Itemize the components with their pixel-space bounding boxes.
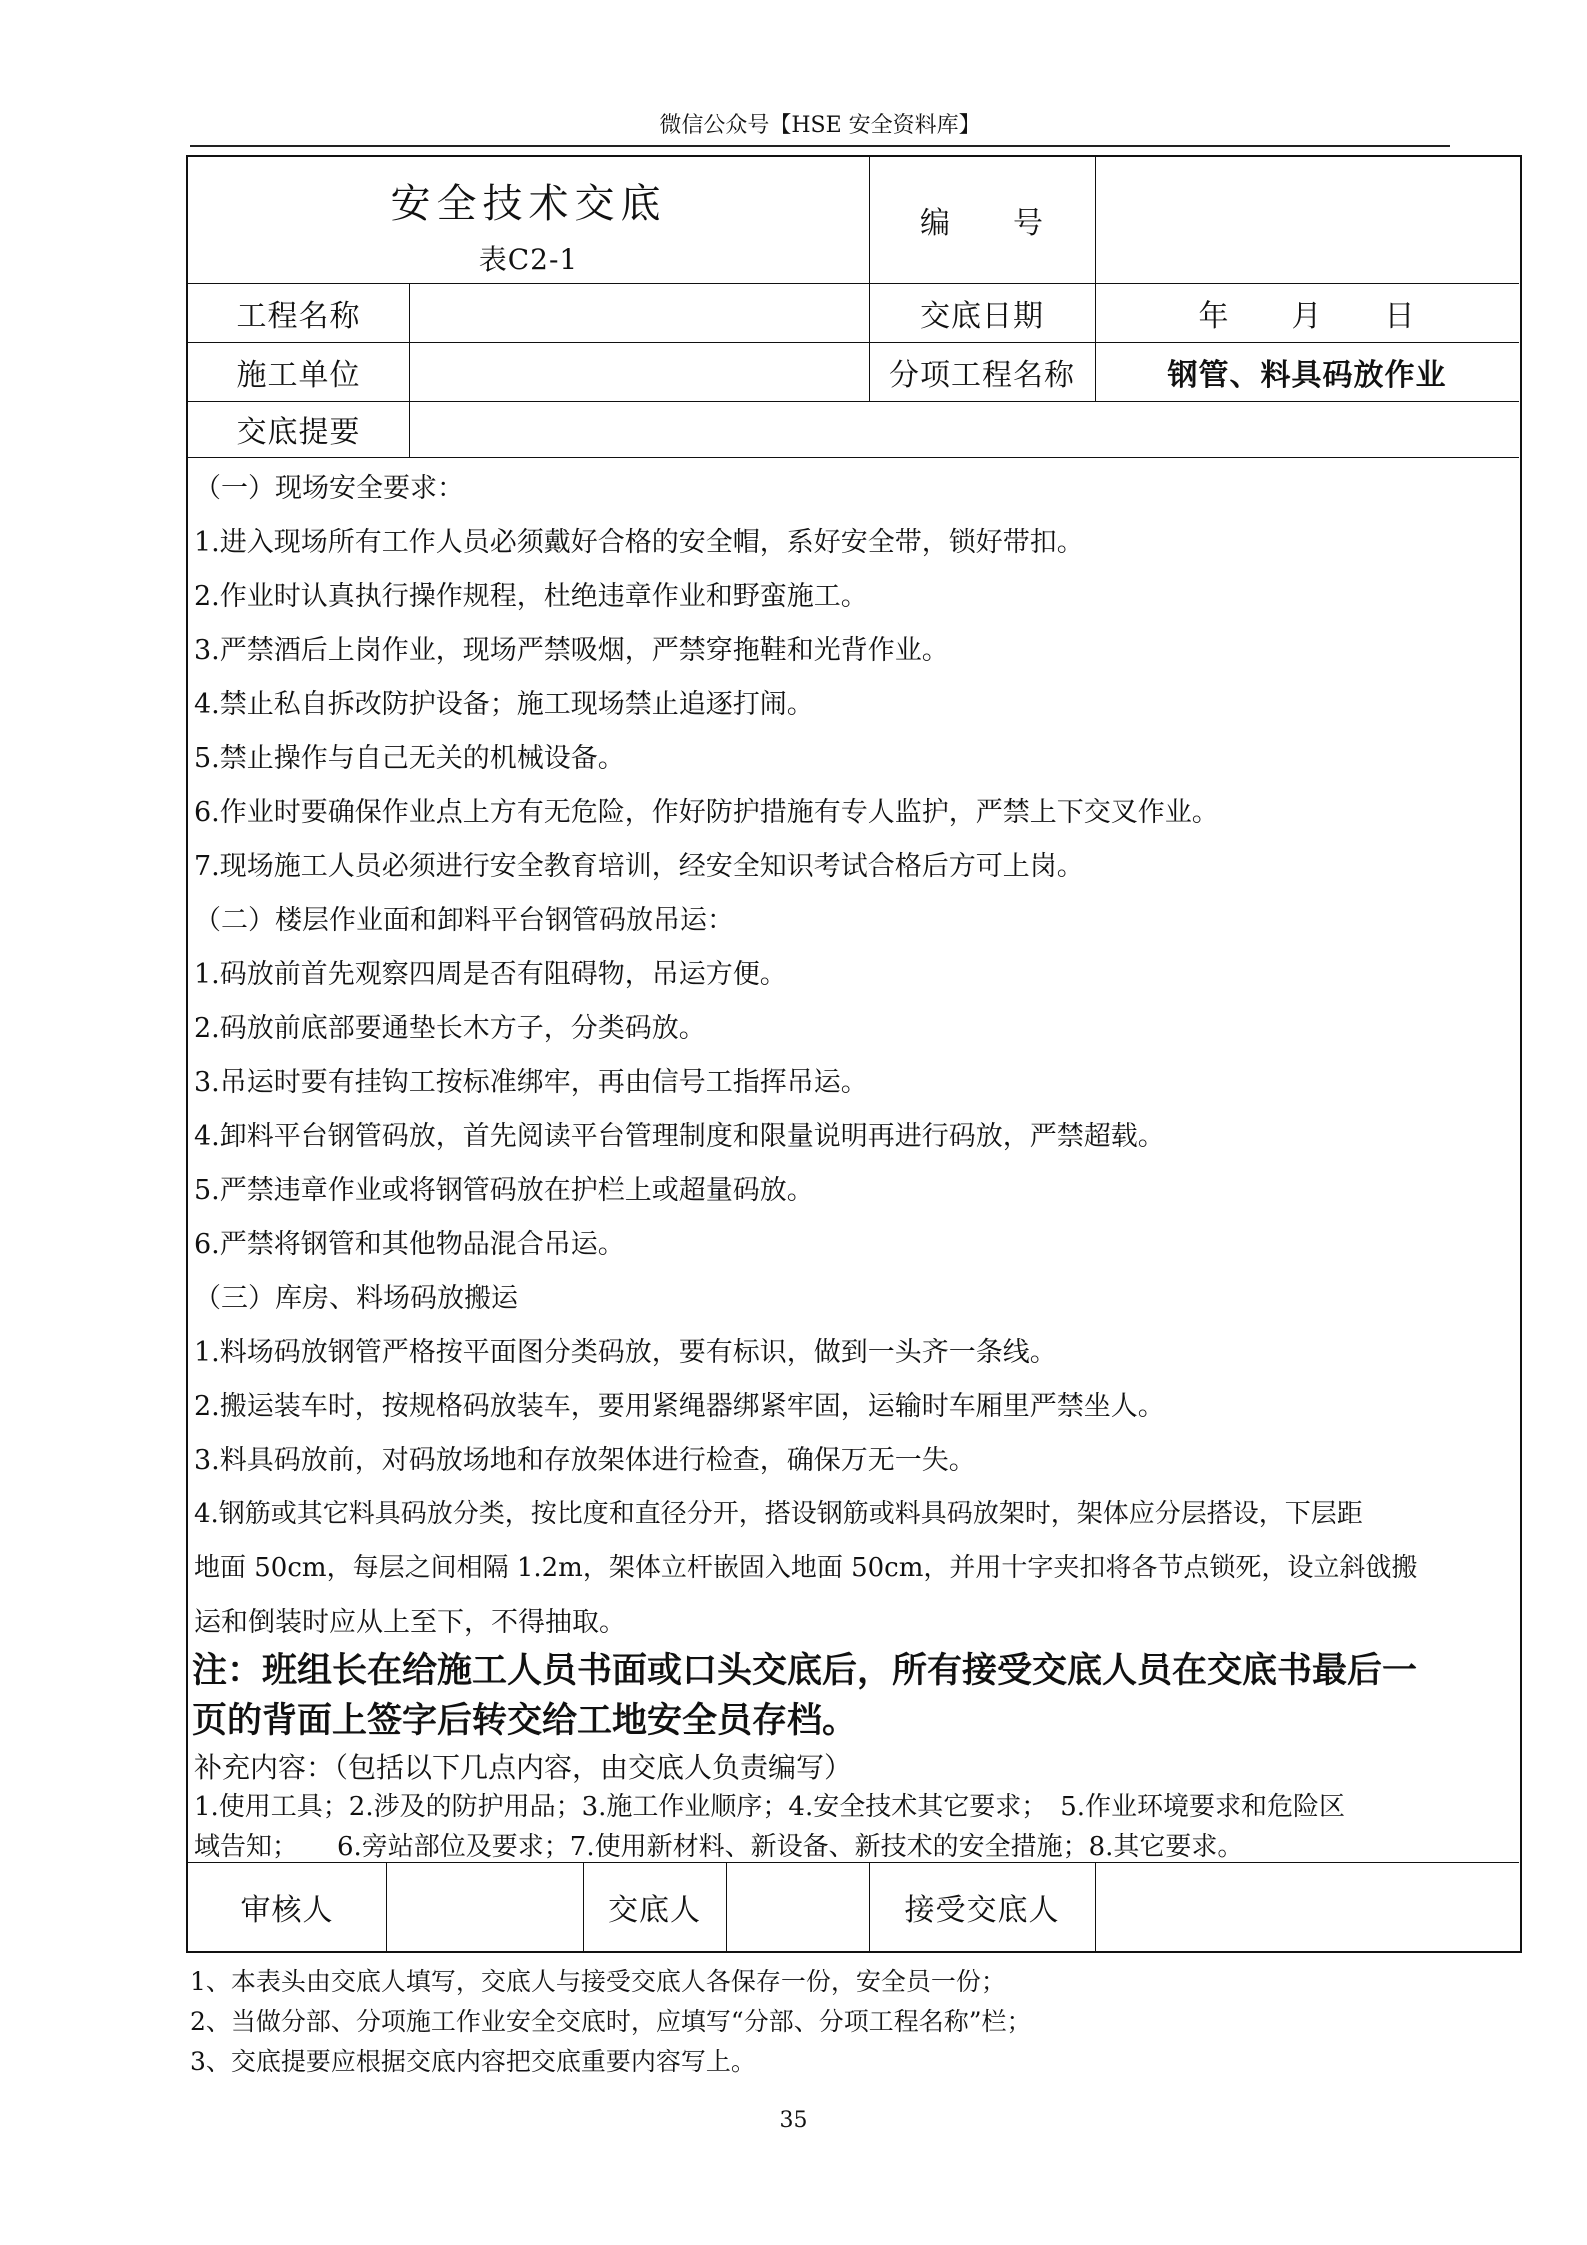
page-number: 35: [779, 2108, 808, 2133]
content-line: 1.码放前首先观察四周是否有阻碍物，吊运方便。: [194, 959, 787, 990]
content-line: 2.作业时认真执行操作规程，杜绝违章作业和野蛮施工。: [194, 581, 868, 612]
unit-field[interactable]: [409, 342, 869, 401]
project-name-field[interactable]: [409, 283, 869, 342]
reviewer-label: 审核人: [240, 1893, 334, 1928]
footnote: 3、交底提要应根据交底内容把交底重要内容写上。: [190, 2047, 756, 2076]
content-line: 2.码放前底部要通垫长木方子，分类码放。: [194, 1013, 706, 1044]
content-line: （一）现场安全要求：: [194, 473, 464, 504]
receiver-label: 接受交底人: [904, 1893, 1060, 1928]
note-line: 页的背面上签字后转交给工地安全员存档。: [192, 1700, 858, 1741]
receiver-field[interactable]: [1095, 1862, 1519, 1952]
number-field[interactable]: [1095, 157, 1519, 283]
content-line: （三）库房、料场码放搬运: [194, 1283, 518, 1314]
supplement-line: 1.使用工具；2.涉及的防护用品；3.施工作业顺序；4.安全技术其它要求； 5.作业环境要求和危险区: [194, 1792, 1346, 1822]
presenter-label: 交底人: [608, 1893, 701, 1928]
supplement-line: 域告知； 6.旁站部位及要求；7.使用新材料、新设备、新技术的安全措施；8.其它要求。: [194, 1832, 1244, 1862]
content-line: 运和倒装时应从上至下，不得抽取。: [194, 1607, 626, 1638]
content-line: （二）楼层作业面和卸料平台钢管码放吊运：: [194, 905, 734, 936]
content-line: 4.钢筋或其它料具码放分类，按比度和直径分开，搭设钢筋或料具码放架时，架体应分层搭设，下层距: [194, 1499, 1363, 1529]
content-line: 3.吊运时要有挂钩工按标准绑牢，再由信号工指挥吊运。: [194, 1067, 868, 1098]
sub-project-field[interactable]: 钢管、料具码放作业: [1167, 357, 1447, 393]
content-line: 6.严禁将钢管和其他物品混合吊运。: [194, 1229, 625, 1260]
content-line: 6.作业时要确保作业点上方有无危险，作好防护措施有专人监护，严禁上下交叉作业。: [194, 797, 1219, 828]
presenter-field[interactable]: [726, 1862, 869, 1952]
row-divider: [188, 457, 1519, 458]
reviewer-field[interactable]: [386, 1862, 583, 1952]
date-field[interactable]: 年 月 日: [1198, 298, 1416, 334]
form-title: 安全技术交底: [390, 180, 667, 227]
content-line: 4.卸料平台钢管码放，首先阅读平台管理制度和限量说明再进行码放，严禁超载。: [194, 1121, 1165, 1152]
summary-label: 交底提要: [236, 415, 361, 450]
number-label: 编 号: [920, 206, 1044, 241]
safety-briefing-form: [186, 155, 1522, 1953]
sub-project-label: 分项工程名称: [889, 357, 1075, 393]
supplement-line: 补充内容：（包括以下几点内容，由交底人负责编写）: [194, 1751, 853, 1784]
note-line: 注：班组长在给施工人员书面或口头交底后，所有接受交底人员在交底书最后一: [192, 1650, 1418, 1691]
header-source: 微信公众号【HSE 安全资料库】: [659, 113, 981, 138]
project-name-label: 工程名称: [236, 298, 361, 334]
content-line: 5.禁止操作与自己无关的机械设备。: [194, 743, 625, 774]
content-line: 1.进入现场所有工作人员必须戴好合格的安全帽，系好安全带，锁好带扣。: [194, 527, 1084, 558]
content-line: 1.料场码放钢管严格按平面图分类码放，要有标识，做到一头齐一条线。: [194, 1337, 1057, 1368]
content-line: 7.现场施工人员必须进行安全教育培训，经安全知识考试合格后方可上岗。: [194, 851, 1084, 882]
content-line: 4.禁止私自拆改防护设备；施工现场禁止追逐打闹。: [194, 689, 814, 720]
summary-field[interactable]: [409, 401, 1519, 457]
content-line: 3.严禁酒后上岗作业，现场严禁吸烟，严禁穿拖鞋和光背作业。: [194, 635, 949, 666]
header-divider: [190, 145, 1450, 147]
footnote: 1、本表头由交底人填写，交底人与接受交底人各保存一份，安全员一份；: [190, 1967, 1006, 1996]
footnote: 2、当做分部、分项施工作业安全交底时，应填写“分部、分项工程名称”栏；: [190, 2007, 1032, 2036]
content-line: 地面 50cm，每层之间相隔 1.2m，架体立杆嵌固入地面 50cm，并用十字夹扣将各节点锁死，设立斜戗搬: [194, 1553, 1418, 1583]
date-label: 交底日期: [920, 298, 1044, 334]
content-line: 2.搬运装车时，按规格码放装车，要用紧绳器绑紧牢固，运输时车厢里严禁坐人。: [194, 1391, 1165, 1422]
form-code: 表C2-1: [478, 243, 579, 276]
unit-label: 施工单位: [236, 357, 361, 393]
content-line: 5.严禁违章作业或将钢管码放在护栏上或超量码放。: [194, 1175, 814, 1206]
content-line: 3.料具码放前，对码放场地和存放架体进行检查，确保万无一失。: [194, 1445, 976, 1476]
